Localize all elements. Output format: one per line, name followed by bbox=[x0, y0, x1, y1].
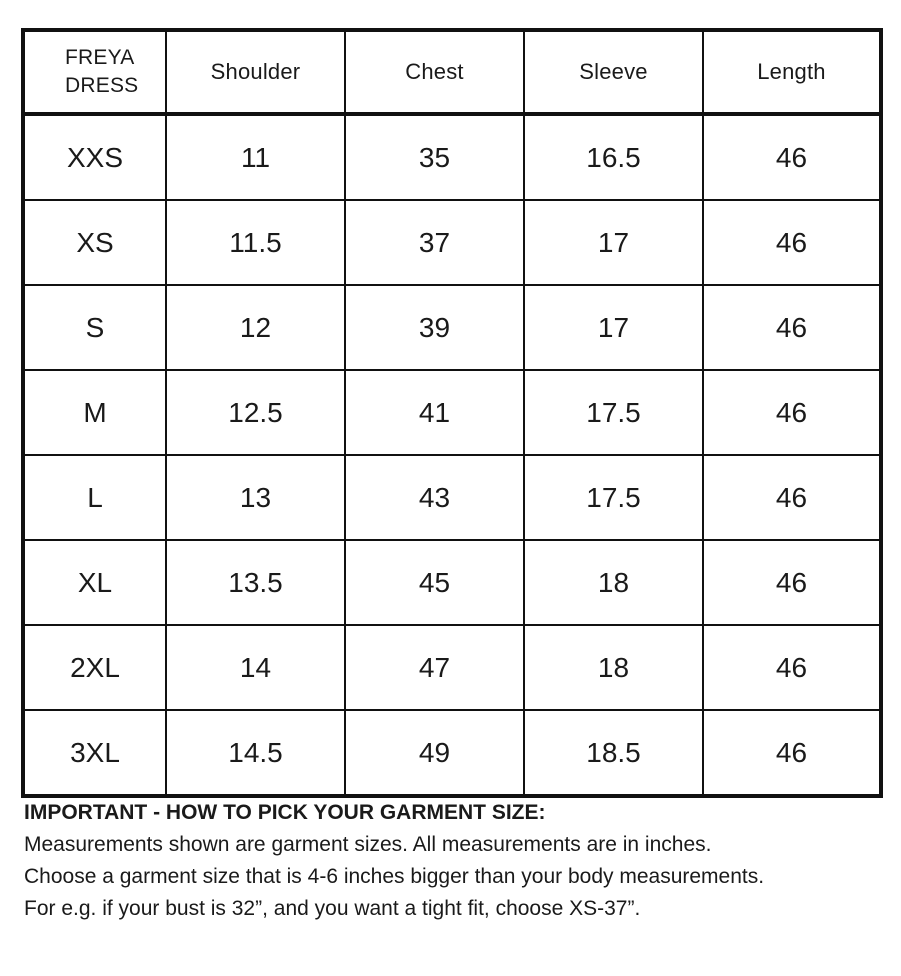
measurement-cell-sleeve: 18.5 bbox=[524, 710, 703, 796]
measurement-cell-length: 46 bbox=[703, 455, 881, 540]
table-row bbox=[23, 455, 881, 540]
size-chart-table bbox=[21, 28, 883, 798]
measurement-cell-chest: 37 bbox=[345, 200, 524, 285]
measurement-cell-chest: 43 bbox=[345, 455, 524, 540]
size-label-cell: M bbox=[23, 370, 166, 455]
table-row bbox=[23, 540, 881, 625]
measurement-cell-chest: 49 bbox=[345, 710, 524, 796]
table-row bbox=[23, 114, 881, 200]
measurement-cell-length: 46 bbox=[703, 370, 881, 455]
measurement-cell-shoulder: 11 bbox=[166, 114, 345, 200]
measurement-cell-shoulder: 12.5 bbox=[166, 370, 345, 455]
product-name-line-1: FREYA bbox=[65, 46, 135, 69]
measurement-cell-chest: 39 bbox=[345, 285, 524, 370]
measurement-cell-sleeve: 16.5 bbox=[524, 114, 703, 200]
table-row bbox=[23, 370, 881, 455]
sizing-note-line: For e.g. if your bust is 32”, and you want a tight fit, choose XS-37”. bbox=[24, 897, 641, 920]
measurement-cell-shoulder: 11.5 bbox=[166, 200, 345, 285]
measurement-cell-length: 46 bbox=[703, 114, 881, 200]
size-label-cell: XXS bbox=[23, 114, 166, 200]
measurement-cell-length: 46 bbox=[703, 200, 881, 285]
size-label-cell: XL bbox=[23, 540, 166, 625]
measurement-cell-sleeve: 17 bbox=[524, 285, 703, 370]
sizing-note-line: Choose a garment size that is 4-6 inches bigger than your body measurements. bbox=[24, 865, 765, 888]
size-label-cell: S bbox=[23, 285, 166, 370]
size-rows bbox=[23, 114, 881, 796]
measurement-cell-shoulder: 14.5 bbox=[166, 710, 345, 796]
measurement-cell-sleeve: 17.5 bbox=[524, 455, 703, 540]
product-name-line-2: DRESS bbox=[65, 74, 139, 97]
measurement-cell-length: 46 bbox=[703, 625, 881, 710]
measurement-cell-length: 46 bbox=[703, 540, 881, 625]
sizing-notes-heading: IMPORTANT - HOW TO PICK YOUR GARMENT SIZE: bbox=[24, 801, 546, 824]
measurement-cell-length: 46 bbox=[703, 710, 881, 796]
column-header-length: Length bbox=[703, 30, 881, 114]
size-label-cell: 3XL bbox=[23, 710, 166, 796]
product-name-header bbox=[23, 30, 166, 114]
size-label-cell: XS bbox=[23, 200, 166, 285]
measurement-cell-chest: 41 bbox=[345, 370, 524, 455]
table-header-row bbox=[23, 30, 881, 114]
size-label-cell: 2XL bbox=[23, 625, 166, 710]
table-row bbox=[23, 200, 881, 285]
measurement-cell-sleeve: 18 bbox=[524, 540, 703, 625]
sizing-notes bbox=[24, 797, 884, 925]
measurement-cell-chest: 35 bbox=[345, 114, 524, 200]
size-label-cell: L bbox=[23, 455, 166, 540]
measurement-cell-shoulder: 12 bbox=[166, 285, 345, 370]
column-header-shoulder: Shoulder bbox=[166, 30, 345, 114]
table-row bbox=[23, 625, 881, 710]
column-header-chest: Chest bbox=[345, 30, 524, 114]
measurement-cell-shoulder: 13 bbox=[166, 455, 345, 540]
sizing-note-line: Measurements shown are garment sizes. All measurements are in inches. bbox=[24, 833, 712, 856]
measurement-cell-shoulder: 13.5 bbox=[166, 540, 345, 625]
measurement-cell-chest: 47 bbox=[345, 625, 524, 710]
measurement-cell-shoulder: 14 bbox=[166, 625, 345, 710]
measurement-cell-chest: 45 bbox=[345, 540, 524, 625]
measurement-cell-sleeve: 17 bbox=[524, 200, 703, 285]
table-row bbox=[23, 710, 881, 796]
measurement-cell-sleeve: 17.5 bbox=[524, 370, 703, 455]
table-row bbox=[23, 285, 881, 370]
measurement-cell-length: 46 bbox=[703, 285, 881, 370]
measurement-cell-sleeve: 18 bbox=[524, 625, 703, 710]
column-header-sleeve: Sleeve bbox=[524, 30, 703, 114]
